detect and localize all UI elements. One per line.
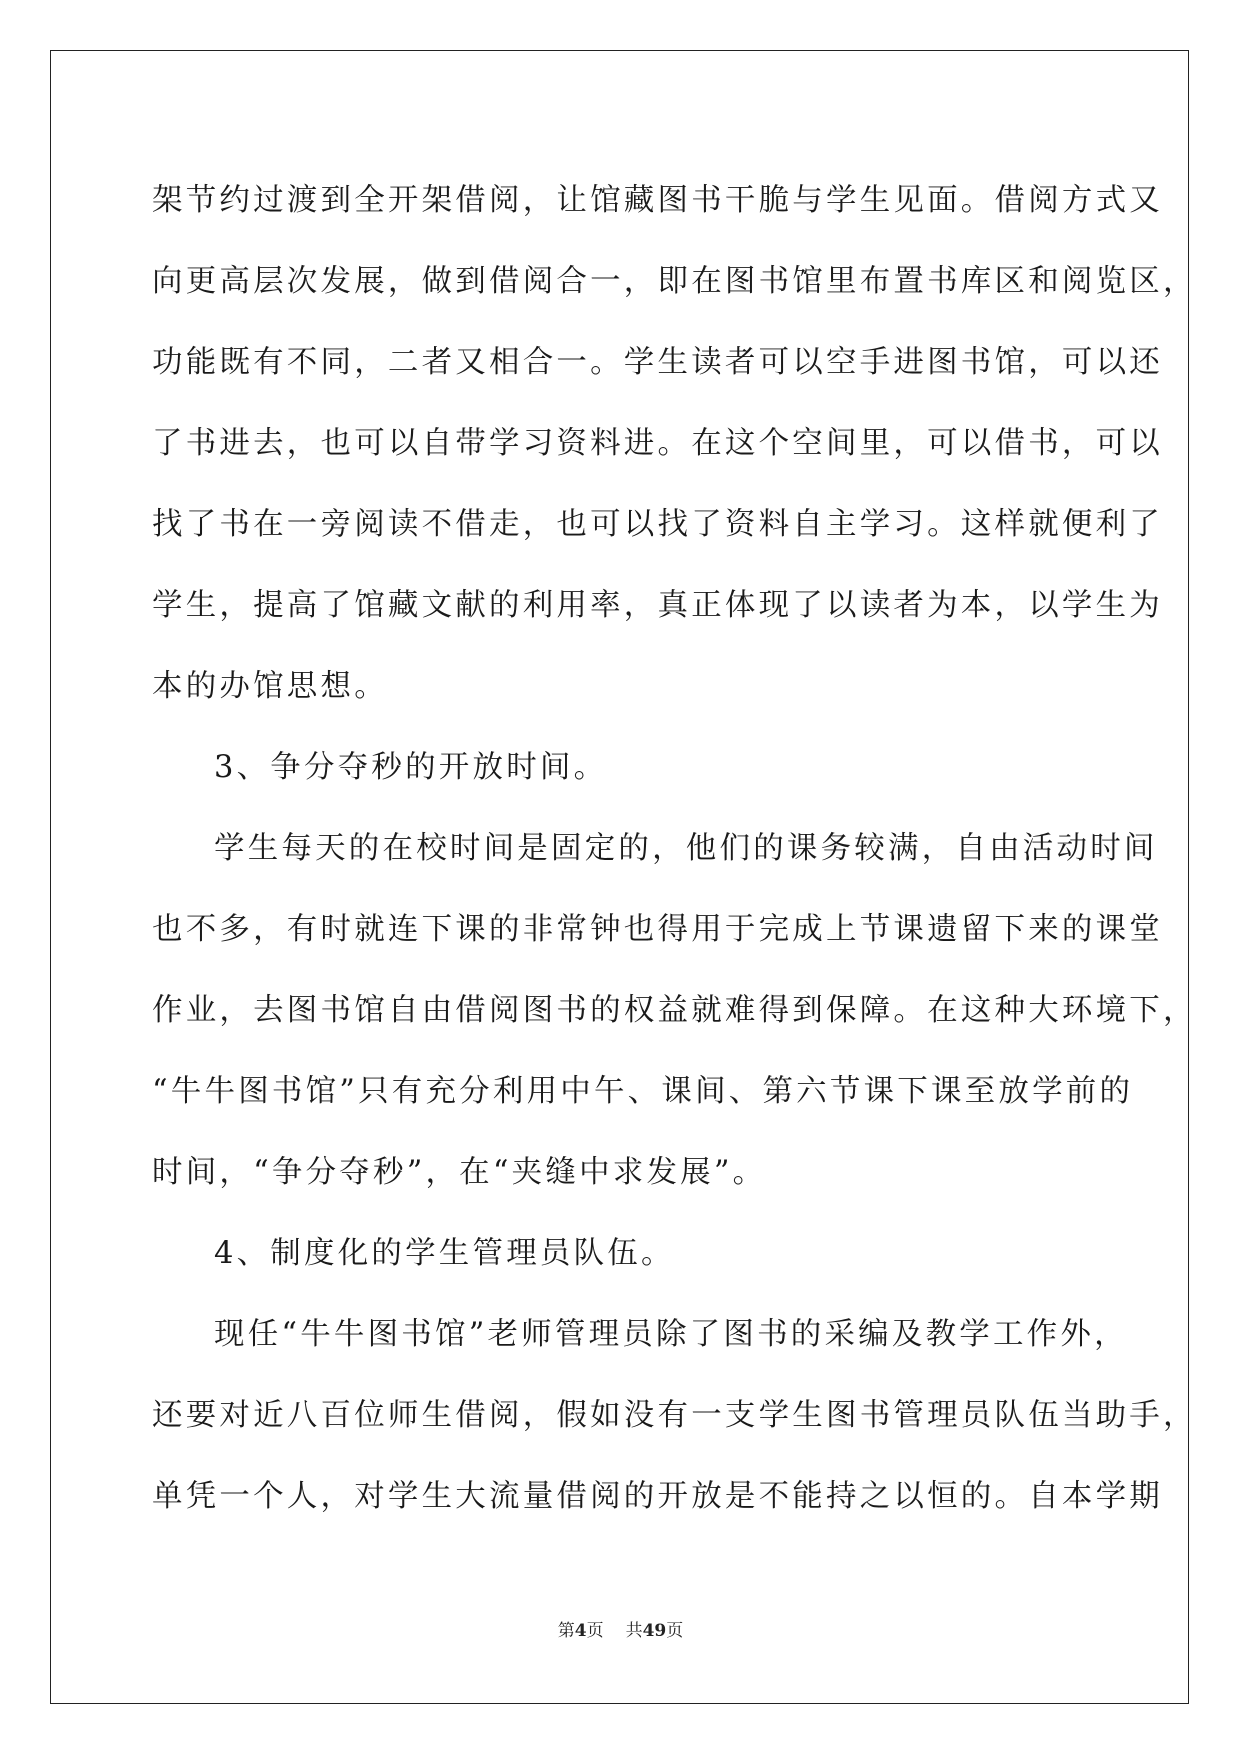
- text-line: 本的办馆思想。: [152, 669, 388, 704]
- section-heading: 4、制度化的学生管理员队伍。: [214, 1236, 675, 1271]
- total-suffix: 页: [666, 1621, 684, 1641]
- text-line: 功能既有不同，二者又相合一。学生读者可以空手进图书馆，可以还: [152, 345, 1163, 380]
- text-line: 时间，“争分夺秒”，在“夹缝中求发展”。: [152, 1155, 767, 1190]
- text-line: “牛牛图书馆”只有充分利用中午、课间、第六节课下课至放学前的: [152, 1074, 1134, 1109]
- total-pages: 49: [642, 1621, 667, 1641]
- text-line: 现任“牛牛图书馆”老师管理员除了图书的采编及教学工作外，: [214, 1317, 1128, 1352]
- page-suffix: 页: [586, 1621, 604, 1641]
- text-line: 单凭一个人，对学生大流量借阅的开放是不能持之以恒的。自本学期: [152, 1479, 1163, 1514]
- section-heading: 3、争分夺秒的开放时间。: [214, 750, 608, 785]
- text-line: 作业，去图书馆自由借阅图书的权益就难得到保障。在这种大环境下，: [152, 993, 1197, 1028]
- total-prefix: 共: [625, 1621, 643, 1641]
- text-line: 了书进去，也可以自带学习资料进。在这个空间里，可以借书，可以: [152, 426, 1163, 461]
- page-prefix: 第: [557, 1621, 575, 1641]
- text-line: 学生每天的在校时间是固定的，他们的课务较满，自由活动时间: [214, 831, 1158, 866]
- text-line: 找了书在一旁阅读不借走，也可以找了资料自主学习。这样就便利了: [152, 507, 1163, 542]
- text-line: 学生，提高了馆藏文献的利用率，真正体现了以读者为本，以学生为: [152, 588, 1163, 623]
- document-body: [152, 160, 1197, 1537]
- text-line: 也不多，有时就连下课的非常钟也得用于完成上节课遗留下来的课堂: [152, 912, 1163, 947]
- text-line: 架节约过渡到全开架借阅，让馆藏图书干脆与学生见面。借阅方式又: [152, 183, 1163, 218]
- text-line: 向更高层次发展，做到借阅合一，即在图书馆里布置书库区和阅览区，: [152, 264, 1197, 299]
- page-footer: [0, 1616, 1241, 1641]
- page-number: 4: [574, 1621, 587, 1641]
- text-line: 还要对近八百位师生借阅，假如没有一支学生图书管理员队伍当助手，: [152, 1398, 1197, 1433]
